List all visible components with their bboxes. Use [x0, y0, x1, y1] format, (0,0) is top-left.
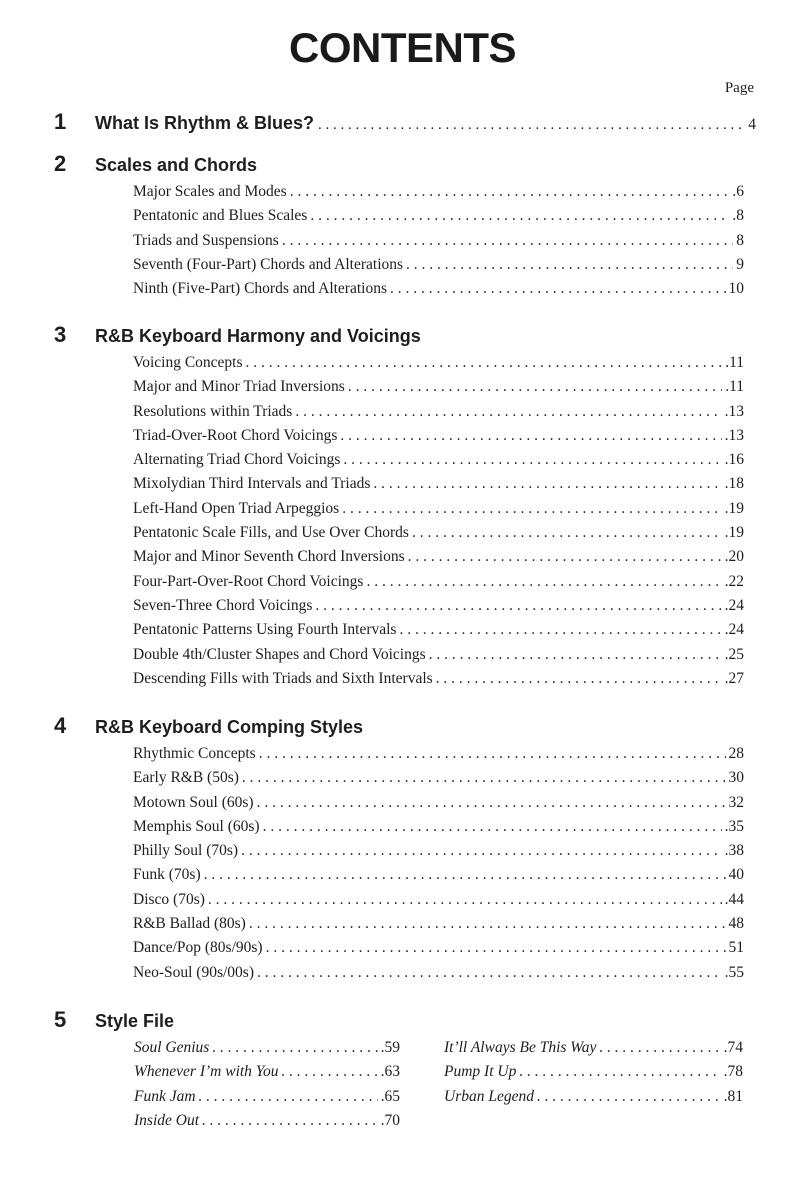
- entry-title: Alternating Triad Chord Voicings: [133, 451, 341, 469]
- entry-title: Pentatonic Patterns Using Fourth Intervals: [133, 621, 397, 639]
- entry-title: Triads and Suspensions: [133, 231, 279, 249]
- entry-title: Neo-Soul (90s/00s): [133, 963, 254, 981]
- entry-title: Urban Legend: [444, 1087, 534, 1105]
- page-number: .38: [724, 842, 744, 860]
- leader-dots: [436, 670, 722, 688]
- entry-title: Major and Minor Seventh Chord Inversions: [133, 548, 405, 566]
- entry-title: Resolutions within Triads: [133, 402, 293, 420]
- leader-dots: [537, 1088, 721, 1106]
- leader-dots: [295, 403, 721, 421]
- chapter-4-entries: [133, 745, 744, 988]
- chapter-heading: [0, 713, 805, 745]
- page-number: .13: [724, 402, 744, 420]
- chapter-title: Scales and Chords: [95, 155, 258, 175]
- entry-title: Ninth (Five-Part) Chords and Alterations: [133, 280, 387, 298]
- page-number: 10: [728, 280, 744, 298]
- page-number: .24: [724, 621, 744, 639]
- leader-dots: [212, 1039, 377, 1057]
- page-number: .20: [724, 548, 744, 566]
- toc-entry[interactable]: [133, 548, 744, 572]
- chapter-1-entry[interactable]: [95, 113, 756, 134]
- chapter-number: 2: [54, 151, 67, 176]
- toc-entry[interactable]: [133, 842, 744, 866]
- chapter-2: [0, 151, 805, 183]
- entry-title: Rhythmic Concepts: [133, 745, 256, 762]
- toc-entry[interactable]: [133, 964, 744, 988]
- page-number: 32: [728, 793, 744, 811]
- toc-entry[interactable]: [133, 866, 744, 890]
- entry-title: Motown Soul (60s): [133, 793, 254, 811]
- leader-dots: [204, 866, 726, 884]
- entry-title: Descending Fills with Triads and Sixth Intervals: [133, 669, 433, 687]
- page-number: 48: [728, 915, 744, 933]
- toc-entry[interactable]: [133, 769, 744, 793]
- chapter-heading: [0, 322, 805, 354]
- toc-entry[interactable]: [133, 232, 744, 256]
- leader-dots: [318, 117, 744, 134]
- page-number: 8: [736, 231, 744, 249]
- chapter-3-entries: [133, 354, 744, 694]
- entry-title: Whenever I’m with You: [134, 1063, 279, 1081]
- toc-entry[interactable]: [133, 475, 744, 499]
- chapter-number: 3: [54, 322, 67, 347]
- toc-entry[interactable]: [134, 1039, 400, 1063]
- entry-title: Dance/Pop (80s/90s): [133, 939, 263, 957]
- chapter-3: [0, 322, 805, 354]
- leader-dots: [348, 378, 722, 396]
- page-number: .63: [380, 1063, 400, 1081]
- toc-entry[interactable]: [133, 207, 744, 231]
- page-number: .19: [724, 499, 744, 517]
- chapter-4: [0, 713, 805, 745]
- entry-title: Pentatonic and Blues Scales: [133, 207, 308, 225]
- entry-title: Memphis Soul (60s): [133, 817, 260, 835]
- leader-dots: [259, 745, 726, 763]
- leader-dots: [342, 500, 721, 518]
- page-number: .19: [724, 524, 744, 542]
- page-number: .11: [725, 354, 744, 371]
- chapter-number: 1: [54, 109, 67, 134]
- toc-entry[interactable]: [133, 597, 744, 621]
- toc-entry[interactable]: [133, 891, 744, 915]
- entry-title: Funk Jam: [134, 1087, 196, 1105]
- entry-title: It’ll Always Be This Way: [444, 1039, 597, 1056]
- toc-entry[interactable]: [133, 794, 744, 818]
- page-number: .44: [724, 890, 744, 908]
- entry-title: Inside Out: [134, 1111, 200, 1129]
- page-column-label: Page: [724, 80, 754, 96]
- toc-entry[interactable]: [134, 1088, 400, 1112]
- entry-title: Major and Minor Triad Inversions: [133, 378, 345, 396]
- page-number: .11: [725, 378, 744, 396]
- leader-dots: [266, 939, 726, 957]
- leader-dots: [408, 548, 722, 566]
- toc-entry[interactable]: [133, 745, 744, 769]
- leader-dots: [257, 794, 726, 812]
- chapter-title: What Is Rhythm & Blues?: [95, 113, 315, 133]
- page-number: 9: [736, 255, 744, 273]
- page-number: 4: [748, 116, 756, 133]
- chapter-number: 4: [54, 713, 67, 738]
- page-number: .24: [724, 596, 744, 614]
- leader-dots: [282, 232, 733, 250]
- leader-dots: [310, 207, 729, 225]
- toc-entry[interactable]: [133, 818, 744, 842]
- leader-dots: [373, 475, 721, 493]
- leader-dots: [340, 427, 721, 445]
- entry-title: Funk (70s): [133, 866, 201, 884]
- leader-dots: [315, 597, 721, 615]
- style-file-right-column: [444, 1039, 743, 1112]
- toc-entry[interactable]: [444, 1039, 743, 1063]
- leader-dots: [199, 1088, 378, 1106]
- leader-dots: [399, 621, 721, 639]
- toc-entry[interactable]: [133, 670, 744, 694]
- chapter-heading: [0, 151, 805, 183]
- leader-dots: [257, 964, 722, 982]
- chapter-title: R&B Keyboard Harmony and Voicings: [95, 326, 421, 346]
- toc-entry[interactable]: [133, 183, 744, 207]
- leader-dots: [249, 915, 726, 933]
- page-number: .55: [724, 963, 744, 981]
- chapter-title: R&B Keyboard Comping Styles: [95, 717, 364, 737]
- page-title: CONTENTS: [289, 24, 516, 71]
- chapter-heading: [0, 1007, 805, 1039]
- page-number: .81: [723, 1087, 743, 1105]
- page-number: .22: [724, 572, 744, 590]
- leader-dots: [241, 842, 722, 860]
- page-number: .6: [732, 183, 744, 200]
- toc-entry[interactable]: [133, 915, 744, 939]
- entry-title: Mixolydian Third Intervals and Triads: [133, 475, 371, 493]
- toc-entry[interactable]: [133, 500, 744, 524]
- page-number: .27: [724, 669, 744, 687]
- toc-entry[interactable]: [133, 378, 744, 402]
- toc-entry[interactable]: [133, 427, 744, 451]
- entry-title: Left-Hand Open Triad Arpeggios: [133, 499, 340, 517]
- entry-title: Philly Soul (70s): [133, 842, 239, 860]
- page-number: 51: [728, 939, 744, 957]
- entry-title: Seventh (Four-Part) Chords and Alterations: [133, 255, 404, 273]
- leader-dots: [412, 524, 722, 542]
- toc-entry[interactable]: [133, 451, 744, 475]
- leader-dots: [246, 354, 723, 372]
- toc-entry[interactable]: [133, 403, 744, 427]
- leader-dots: [263, 818, 722, 836]
- entry-title: Soul Genius: [134, 1039, 210, 1056]
- page-number: .13: [724, 426, 744, 444]
- leader-dots: [599, 1039, 720, 1057]
- style-file-left-column: [134, 1039, 400, 1136]
- page-number: .59: [380, 1039, 400, 1056]
- leader-dots: [343, 451, 721, 469]
- page-number: 28: [728, 745, 744, 762]
- entry-title: Seven-Three Chord Voicings: [133, 596, 313, 614]
- page-number: 30: [728, 769, 744, 787]
- toc-entry[interactable]: [444, 1088, 743, 1112]
- toc-entry[interactable]: [133, 524, 744, 548]
- page-number: .65: [380, 1087, 400, 1105]
- toc-entry[interactable]: [133, 646, 744, 670]
- page-number: .16: [724, 451, 744, 469]
- page-number: .74: [723, 1039, 743, 1056]
- leader-dots: [290, 183, 730, 201]
- entry-title: Major Scales and Modes: [133, 183, 287, 200]
- leader-dots: [406, 256, 733, 274]
- entry-title: Early R&B (50s): [133, 769, 239, 787]
- page-number: .8: [732, 207, 744, 225]
- entry-title: R&B Ballad (80s): [133, 915, 246, 933]
- entry-title: Disco (70s): [133, 890, 205, 908]
- entry-title: Double 4th/Cluster Shapes and Chord Voicings: [133, 645, 426, 663]
- leader-dots: [208, 891, 722, 909]
- entry-title: Voicing Concepts: [133, 354, 243, 371]
- toc-entry[interactable]: [134, 1063, 400, 1087]
- toc-entry[interactable]: [133, 939, 744, 963]
- entry-title: Four-Part-Over-Root Chord Voicings: [133, 572, 364, 590]
- entry-title: Triad-Over-Root Chord Voicings: [133, 426, 338, 444]
- toc-entry[interactable]: [133, 256, 744, 280]
- page-number: .35: [724, 817, 744, 835]
- page-number: .70: [380, 1111, 400, 1129]
- toc-entry[interactable]: [133, 573, 744, 597]
- page-number: .78: [723, 1063, 743, 1081]
- leader-dots: [366, 573, 721, 591]
- chapter-2-entries: [133, 183, 744, 304]
- leader-dots: [390, 280, 726, 298]
- toc-entry[interactable]: [133, 280, 744, 304]
- leader-dots: [429, 646, 722, 664]
- chapter-title: Style File: [95, 1011, 175, 1031]
- toc-entry[interactable]: [133, 354, 744, 378]
- entry-title: Pentatonic Scale Fills, and Use Over Chords: [133, 524, 409, 542]
- toc-entry[interactable]: [134, 1112, 400, 1136]
- chapter-number: 5: [54, 1007, 67, 1032]
- leader-dots: [242, 769, 726, 787]
- toc-entry[interactable]: [133, 621, 744, 645]
- toc-entry[interactable]: [444, 1063, 743, 1087]
- leader-dots: [282, 1063, 378, 1081]
- page-number: .18: [724, 475, 744, 493]
- chapter-5: [0, 1007, 805, 1039]
- page-number: .25: [724, 645, 744, 663]
- leader-dots: [519, 1063, 720, 1081]
- page-number: 40: [728, 866, 744, 884]
- entry-title: Pump It Up: [444, 1063, 517, 1081]
- leader-dots: [202, 1112, 378, 1130]
